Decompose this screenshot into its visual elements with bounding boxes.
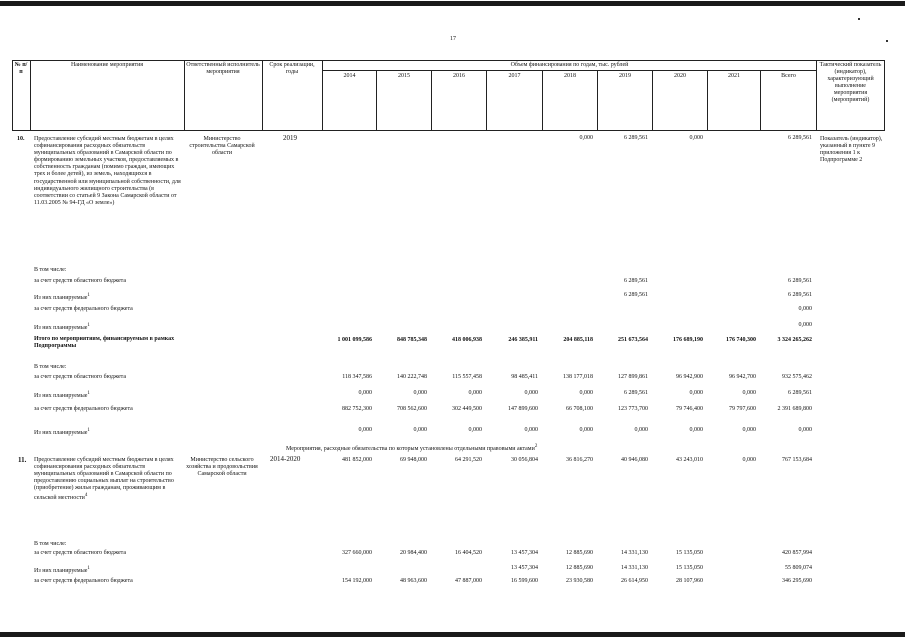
value-cell: 96 942,700	[729, 374, 756, 380]
row-label: Из них планируемые$^1$	[34, 323, 90, 331]
header-volume-title: Объем финансирования по годам, тыс. рублей	[510, 62, 629, 68]
value-cell: 251 673,564	[618, 337, 648, 343]
row-label: за счет средств областного бюджета	[34, 278, 127, 284]
header-name: Наименование мероприятия	[70, 62, 144, 68]
table-header-mid-line	[322, 70, 816, 71]
section-title-text: Мероприятия, расходные обязательства по которым установлены отдельными правовыми актами	[286, 446, 535, 452]
header-year: 2015	[398, 73, 410, 79]
footnote-mark: 2	[534, 444, 538, 449]
value-cell: 346 295,690	[782, 578, 812, 584]
value-cell: 302 449,500	[452, 406, 482, 412]
footnote-mark: 1	[87, 391, 90, 396]
value-cell: 176 740,300	[726, 337, 756, 343]
row-label: В том числе:	[34, 364, 67, 370]
value-cell: 0,000	[689, 390, 703, 396]
value-cell: 6 289,561	[624, 135, 648, 141]
header-indicator: Тактический показатель (индикатор), характеризующий выполнение мероприятия (мероприятий)	[819, 62, 882, 103]
row-label: за счет средств областного бюджета	[34, 374, 127, 380]
value-cell: 96 942,900	[676, 374, 703, 380]
value-cell: 66 708,100	[566, 406, 593, 412]
header-num: № п/п	[14, 62, 28, 75]
value-cell: 30 056,804	[511, 457, 538, 463]
row-label: за счет средств федерального бюджета	[34, 406, 133, 412]
value-cell: 0,000	[358, 390, 372, 396]
value-cell: 0,000	[634, 427, 648, 433]
value-cell: 0,000	[413, 427, 427, 433]
value-cell: 0,000	[358, 427, 372, 433]
col-line	[30, 60, 31, 131]
value-cell: 6 289,561	[788, 390, 812, 396]
value-cell: 246 385,911	[508, 337, 538, 343]
value-cell: 14 331,130	[621, 550, 648, 556]
value-cell: 79 797,600	[729, 406, 756, 412]
value-cell: 43 243,010	[676, 457, 703, 463]
section-title	[286, 443, 537, 453]
header-year: 2021	[728, 73, 740, 79]
col-line	[184, 60, 185, 131]
value-cell: 1 001 099,586	[337, 337, 372, 343]
entry-num: 10.	[17, 136, 25, 142]
header-year: 2019	[619, 73, 631, 79]
value-cell: 0,000	[742, 457, 756, 463]
value-cell: 127 899,861	[618, 374, 648, 380]
value-cell: 6 289,561	[624, 278, 648, 284]
header-total: Всего	[781, 73, 796, 79]
value-cell: 40 946,080	[621, 457, 648, 463]
entry-term: 2019	[283, 134, 297, 142]
value-cell: 20 984,400	[400, 550, 427, 556]
value-cell: 140 222,748	[397, 374, 427, 380]
header-executor: Ответственный исполнитель мероприятия	[186, 62, 260, 75]
value-cell: 0,000	[579, 390, 593, 396]
value-cell: 176 689,190	[673, 337, 703, 343]
value-cell: 0,000	[742, 390, 756, 396]
value-cell: 2 391 689,800	[777, 406, 812, 412]
value-cell: 848 785,348	[397, 337, 427, 343]
row-label: Из них планируемые$^1$	[34, 391, 90, 399]
value-cell: 15 135,050	[676, 565, 703, 571]
row-label: Из них планируемые$^1$	[34, 566, 90, 574]
entry-executor: Министерство строительства Самарской области	[189, 136, 255, 157]
entry-name	[34, 457, 184, 503]
value-cell: 138 177,018	[563, 374, 593, 380]
value-cell: 28 107,960	[676, 578, 703, 584]
header-year: 2020	[674, 73, 686, 79]
top-border	[0, 1, 905, 6]
value-cell: 932 575,462	[782, 374, 812, 380]
row-label: Из них планируемые$^1$	[34, 293, 90, 301]
footnote-mark: 4	[84, 493, 88, 499]
value-cell: 123 773,700	[618, 406, 648, 412]
value-cell: 14 331,130	[621, 565, 648, 571]
table-header-bottom-line	[12, 130, 884, 131]
footnote-mark: 1	[87, 566, 90, 571]
header-year: 2016	[453, 73, 465, 79]
value-cell: 115 557,458	[452, 374, 482, 380]
row-label: за счет средств областного бюджета	[34, 550, 127, 556]
value-cell: 6 289,561	[788, 135, 812, 141]
value-cell: 55 809,074	[785, 565, 812, 571]
page-number: 17	[450, 36, 456, 42]
value-cell: 0,000	[798, 306, 812, 312]
value-cell: 0,000	[742, 427, 756, 433]
value-cell: 23 930,580	[566, 578, 593, 584]
value-cell: 13 457,304	[511, 550, 538, 556]
value-cell: 16 404,520	[455, 550, 482, 556]
value-cell: 481 852,000	[342, 457, 372, 463]
value-cell: 418 006,938	[452, 337, 482, 343]
header-year: 2018	[564, 73, 576, 79]
col-line	[322, 60, 323, 131]
entry-indicator: Показатель (индикатор), указанный в пункте 9 приложения 1 к Подпрограмме 2	[820, 136, 883, 164]
value-cell: 767 153,684	[782, 457, 812, 463]
footnote-mark: 1	[87, 293, 90, 298]
value-cell: 708 562,600	[397, 406, 427, 412]
value-cell: 0,000	[413, 390, 427, 396]
header-year: 2014	[343, 73, 356, 79]
value-cell: 13 457,304	[511, 565, 538, 571]
value-cell: 204 885,118	[563, 337, 593, 343]
value-cell: 0,000	[689, 427, 703, 433]
value-cell: 327 660,000	[342, 550, 372, 556]
value-cell: 98 485,411	[511, 374, 538, 380]
value-cell: 6 289,561	[624, 292, 648, 298]
value-cell: 6 289,561	[788, 292, 812, 298]
scan-mark	[886, 40, 888, 42]
row-label: Итого по мероприятиям, финансируемым в рамках Подпрограммы	[34, 336, 175, 350]
value-cell: 36 816,270	[566, 457, 593, 463]
value-cell: 64 291,520	[455, 457, 482, 463]
table-header-top-line	[12, 60, 884, 61]
value-cell: 0,000	[798, 322, 812, 328]
value-cell: 3 324 265,262	[777, 337, 812, 343]
row-label: В том числе:	[34, 267, 67, 273]
row-label: за счет средств федерального бюджета	[34, 306, 133, 312]
footnote-mark: 1	[87, 428, 90, 433]
value-cell: 0,000	[798, 427, 812, 433]
entry-name-text: Предоставление субсидий местным бюджетам в целях софинансирования расходных обязательств муниципальных образований в Самарской области по предоставлению социальных выплат на строительство (приобретение) жилья гражданам, проживающим в сельской местности	[34, 457, 174, 502]
value-cell: 0,000	[524, 427, 538, 433]
value-cell: 0,000	[579, 135, 593, 141]
row-label: за счет средств федерального бюджета	[34, 578, 133, 584]
value-cell: 12 885,690	[566, 565, 593, 571]
entry-executor: Министерство сельского хозяйства и продовольствия Самарской области	[186, 457, 258, 478]
value-cell: 0,000	[579, 427, 593, 433]
col-line	[816, 60, 817, 131]
value-cell: 48 963,600	[400, 578, 427, 584]
value-cell: 118 347,586	[342, 374, 372, 380]
value-cell: 26 614,950	[621, 578, 648, 584]
entry-term: 2014-2020	[270, 455, 301, 463]
value-cell: 12 885,690	[566, 550, 593, 556]
value-cell: 882 752,300	[342, 406, 372, 412]
value-cell: 0,000	[689, 135, 703, 141]
header-year: 2017	[508, 73, 521, 79]
value-cell: 79 746,400	[676, 406, 703, 412]
value-cell: 0,000	[524, 390, 538, 396]
value-cell: 420 857,994	[782, 550, 812, 556]
entry-num: 11.	[18, 456, 27, 464]
value-cell: 0,000	[468, 390, 482, 396]
value-cell: 16 599,600	[511, 578, 538, 584]
value-cell: 154 192,000	[342, 578, 372, 584]
value-cell: 15 135,050	[676, 550, 703, 556]
header-term: Срок реализации, годы	[269, 62, 315, 75]
value-cell: 0,000	[468, 427, 482, 433]
footnote-mark: 1	[87, 323, 90, 328]
value-cell: 47 887,000	[455, 578, 482, 584]
value-cell: 6 289,561	[788, 278, 812, 284]
value-cell: 147 899,600	[508, 406, 538, 412]
col-line	[884, 60, 885, 131]
entry-name: Предоставление субсидий местным бюджетам в целях софинансирования расходных обязательств муниципальных образований в Самарской области по формированию земельных участков, предоставляемых в собственность гражданам (помимо граждан, имеющих трех и более детей), из земель, находящихся в государственной или муниципальной собственности, для индивидуального жилищного строительства (в соответствии со статьей 9 Закона Самарской области от 11.03.2005 № 94-ГД «О земле»)	[34, 136, 181, 206]
row-label: В том числе:	[34, 541, 67, 547]
row-label: Из них планируемые$^1$	[34, 428, 90, 436]
value-cell: 6 289,561	[624, 390, 648, 396]
bottom-border	[0, 632, 905, 637]
scan-mark	[858, 18, 860, 20]
value-cell: 69 948,000	[400, 457, 427, 463]
